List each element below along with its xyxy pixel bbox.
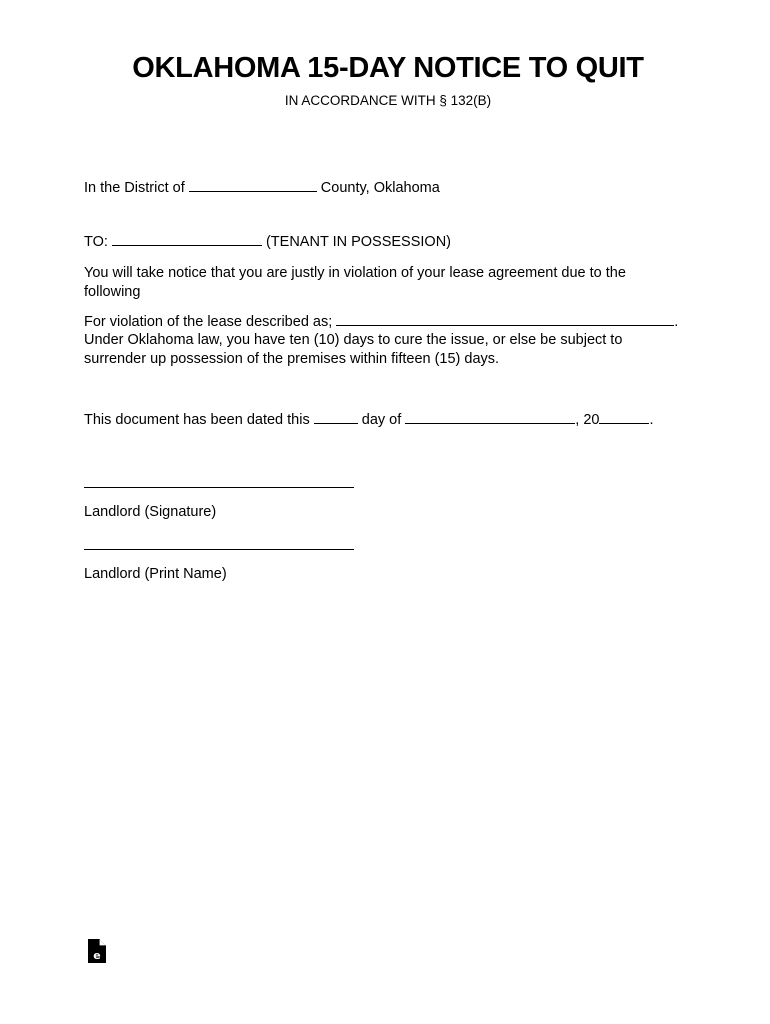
to-prefix: TO: [84,234,108,250]
landlord-signature-field[interactable] [84,487,354,488]
dated-suffix: . [649,412,654,428]
dated-prefix: This document has been dated this [84,412,310,428]
document-subtitle: IN ACCORDANCE WITH § 132(B) [284,93,492,108]
month-field[interactable] [405,411,575,424]
county-field[interactable] [189,179,317,192]
violation-suffix: . [674,314,679,330]
day-of-label: day of [361,412,402,428]
logo-letter: e [93,949,101,962]
year-prefix: , 20 [575,412,600,428]
dated-line [84,411,654,429]
year-field[interactable] [599,411,649,424]
to-suffix: (TENANT IN POSSESSION) [265,234,452,250]
landlord-print-name-field[interactable] [84,549,354,550]
district-prefix: In the District of [84,180,185,196]
district-suffix: County, Oklahoma [320,180,440,196]
violation-description-field[interactable] [336,313,674,326]
document-e-icon [87,938,107,964]
landlord-signature-label: Landlord (Signature) [84,504,217,520]
violation-line [84,313,678,331]
cure-paragraph: Under Oklahoma law, you have ten (10) days to cure the issue, or else be subject to surrender up possession of the premises within fifteen (15) days. [84,332,623,367]
violation-prefix: For violation of the lease described as; [84,314,333,330]
landlord-print-name-label: Landlord (Print Name) [84,566,227,582]
notice-paragraph: You will take notice that you are justly in violation of your lease agreement due to the following [84,265,626,300]
tenant-line [84,233,451,251]
district-line [84,179,440,197]
day-field[interactable] [314,411,358,424]
tenant-name-field[interactable] [112,233,262,246]
document-title: OKLAHOMA 15-DAY NOTICE TO QUIT [132,52,644,84]
